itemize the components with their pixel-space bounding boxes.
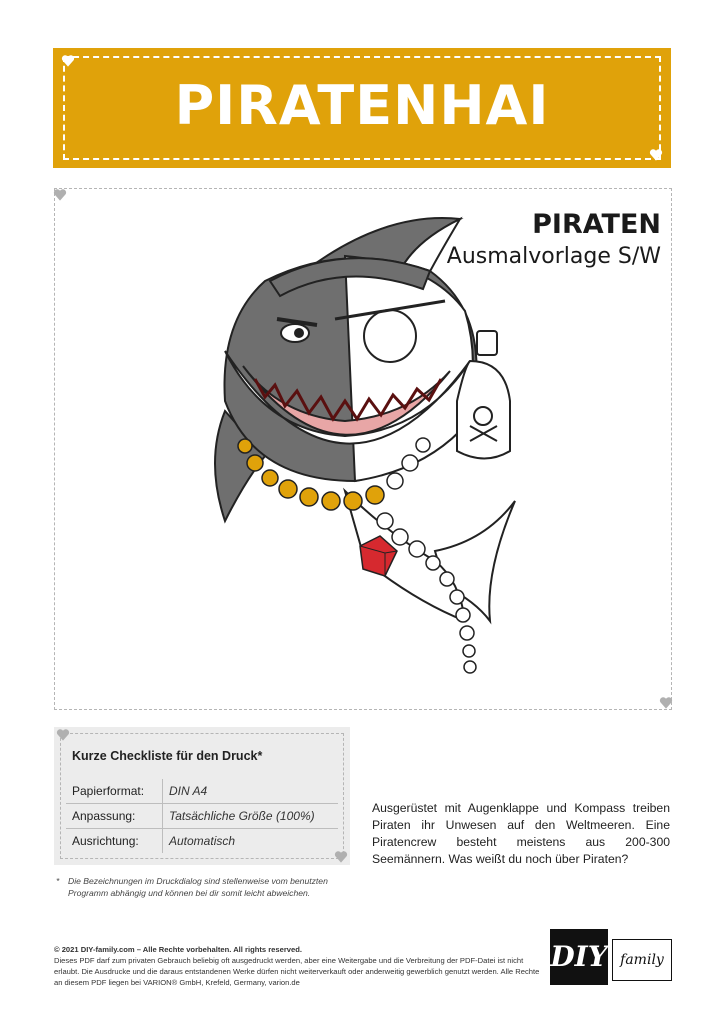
logo-word: family xyxy=(612,939,672,981)
sheet-subtitle: Ausmalvorlage S/W xyxy=(446,244,661,269)
print-checklist xyxy=(54,727,350,865)
checklist-title: Kurze Checkliste für den Druck* xyxy=(72,749,263,763)
page-title: PIRATENHAI xyxy=(174,74,550,137)
checklist-footnote xyxy=(56,875,356,899)
coloring-area xyxy=(54,188,672,710)
heart-icon xyxy=(61,54,75,68)
table-row xyxy=(66,829,338,854)
heart-icon xyxy=(649,148,663,162)
copyright-body: Dieses PDF darf zum privaten Gebrauch beliebig oft ausgedruckt werden, aber eine Weitergabe und die Verbreitung der PDF-Datei ist nicht erlaubt. Die Ausdrucke und die daraus entstandenen Werke dürfen nicht weiterverkauft oder anderweitig gewerblich genutzt werden. Alle Rechte an diesem PDF liegen bei VARION® GmbH, Krefeld, Germany, varion.de xyxy=(54,956,540,987)
diy-family-logo xyxy=(550,929,670,985)
heart-icon xyxy=(659,696,673,710)
footnote-star: * xyxy=(56,876,60,886)
shark-illustration xyxy=(185,201,525,701)
checklist-label: Anpassung: xyxy=(66,804,163,829)
sheet-title: PIRATEN xyxy=(532,209,661,240)
info-text: Ausgerüstet mit Augenklappe und Kompass treiben Piraten ihr Unwesen auf den Weltmeeren. Eine Piratencrew besteht meistens aus 200-300 Seemännern. Was weißt du noch über Piraten? xyxy=(372,801,670,866)
logo-mark: DIY xyxy=(550,929,608,985)
table-row xyxy=(66,779,338,804)
footnote-text: Die Bezeichnungen im Druckdialog sind stellenweise vom benutzten Programm abhängig und können bei dir somit leicht abweichen. xyxy=(68,876,328,898)
title-banner xyxy=(53,48,671,168)
heart-icon xyxy=(56,728,70,742)
copyright-line: © 2021 DIY-family.com – Alle Rechte vorbehalten. All rights reserved. xyxy=(54,945,302,954)
checklist-table xyxy=(66,779,338,853)
copyright-block xyxy=(54,944,544,988)
checklist-value: Automatisch xyxy=(169,834,236,848)
checklist-label: Ausrichtung: xyxy=(66,829,163,854)
heart-icon xyxy=(53,188,67,202)
checklist-label: Papierformat: xyxy=(66,779,163,804)
checklist-value: DIN A4 xyxy=(163,779,339,804)
checklist-value: Tatsächliche Größe (100%) xyxy=(163,804,339,829)
table-row xyxy=(66,804,338,829)
